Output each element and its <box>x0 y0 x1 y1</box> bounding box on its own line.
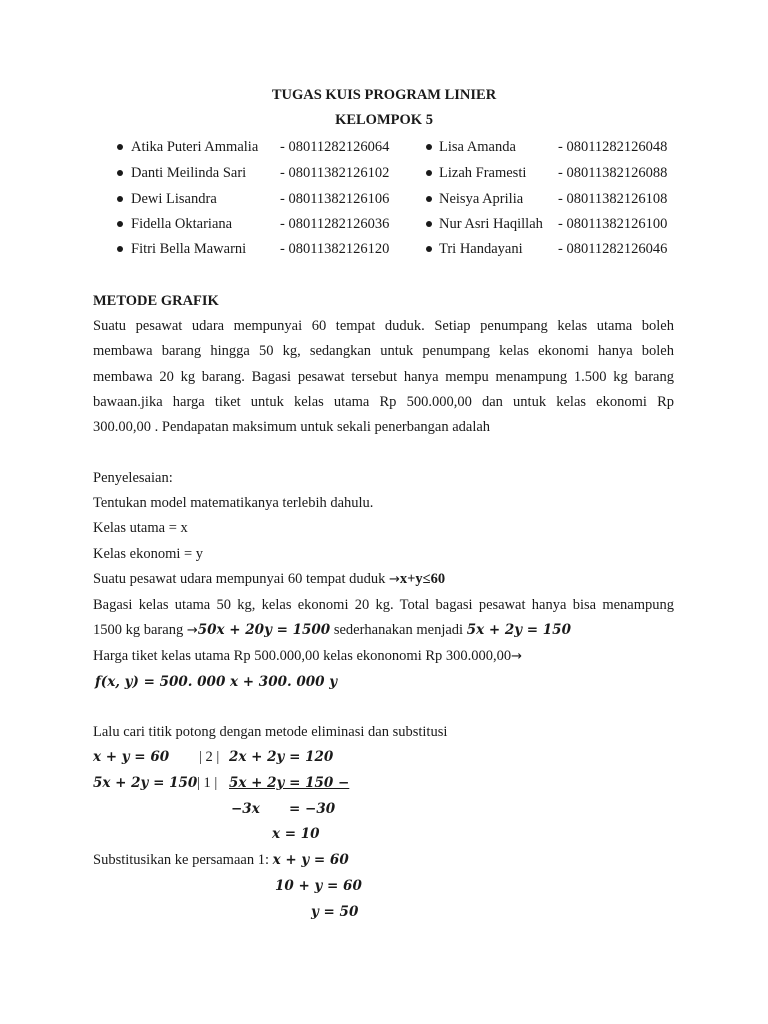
substitution-line <box>93 852 349 869</box>
document-title: TUGAS KUIS PROGRAM LINIER <box>271 87 497 103</box>
constraint-baggage-simplified: 5x + 2y = 150 <box>466 622 571 638</box>
member-nim: - 08011282126064 <box>280 139 390 155</box>
member-name: Atika Puteri Ammalia <box>131 139 259 155</box>
constraint-seats-expr: x+y≤60 <box>399 571 446 587</box>
elimination-intro: Lalu cari titik potong dengan metode eliminasi dan substitusi <box>93 724 448 740</box>
variable-y: Kelas ekonomi = y <box>93 546 204 562</box>
constraint-seats-text: Suatu pesawat udara mempunyai 60 tempat duduk <box>93 571 389 587</box>
member-name: Danti Meilinda Sari <box>131 165 247 181</box>
substitution-text: Substitusikan ke persamaan 1: <box>93 852 273 868</box>
constraint-baggage-expr: 50x + 20y = 1500 <box>197 622 331 638</box>
multiplier-2: | 1 | <box>197 775 218 791</box>
member-nim: - 08011382126120 <box>280 241 390 257</box>
member-name: Dewi Lisandra <box>131 191 217 207</box>
ticket-price-text: Harga tiket kelas utama Rp 500.000,00 kelas ekononomi Rp 300.000,00 <box>93 648 512 664</box>
group-name: KELOMPOK 5 <box>335 112 433 128</box>
right-arrow-icon: → <box>186 623 198 638</box>
member-name: Neisya Aprilia <box>439 191 524 207</box>
right-arrow-icon: → <box>388 572 400 587</box>
bullet-icon <box>117 144 123 150</box>
paragraph-line: membawa barang hingga 50 kg, sedangkan untuk penumpang kelas ekonomi hanya boleh <box>93 343 674 359</box>
bullet-icon <box>426 170 432 176</box>
solution-heading: Penyelesaian: <box>93 470 173 486</box>
member-nim: - 08011282126036 <box>280 216 390 232</box>
equation-1: x + y = 60 <box>93 749 170 765</box>
bullet-icon <box>426 221 432 227</box>
constraint-baggage-text: 1500 kg barang <box>93 622 187 638</box>
paragraph-line: membawa 20 kg barang. Bagasi pesawat tersebut hanya mempu menampung 1.500 kg barang <box>93 369 674 385</box>
solution-intro: Tentukan model matematikanya terlebih dahulu. <box>93 495 374 511</box>
simplify-text: sederhanakan menjadi <box>330 622 467 638</box>
member-nim: - 08011282126048 <box>558 139 668 155</box>
substitution-equation: x + y = 60 <box>272 852 349 868</box>
equation-2-result: 5x + 2y = 150 − <box>229 775 350 791</box>
constraint-baggage-line: Bagasi kelas utama 50 kg, kelas ekonomi 20 kg. Total bagasi pesawat hanya bisa menampung <box>93 597 674 613</box>
bullet-icon <box>117 170 123 176</box>
bullet-icon <box>117 221 123 227</box>
member-name: Nur Asri Haqillah <box>439 216 543 232</box>
variable-x: Kelas utama = x <box>93 520 188 536</box>
multiplier-1: | 2 | <box>199 749 220 765</box>
bullet-icon <box>426 196 432 202</box>
paragraph-line: bawaan.jika harga tiket untuk kelas utama Rp 500.000,00 dan untuk kelas ekonomi Rp <box>93 394 674 410</box>
bullet-icon <box>117 246 123 252</box>
member-name: Fidella Oktariana <box>131 216 233 232</box>
right-arrow-icon: → <box>511 649 523 664</box>
member-name: Lisa Amanda <box>439 139 516 155</box>
member-nim: - 08011382126088 <box>558 165 668 181</box>
section-title: METODE GRAFIK <box>93 293 219 309</box>
constraint-seats <box>93 571 445 588</box>
member-name: Lizah Framesti <box>439 165 527 181</box>
member-nim: - 08011382126106 <box>280 191 390 207</box>
equation-1-result: 2x + 2y = 120 <box>229 749 334 765</box>
bullet-icon <box>426 246 432 252</box>
result-y: y = 50 <box>311 904 359 920</box>
member-name: Fitri Bella Mawarni <box>131 241 247 257</box>
objective-function: f(x, y) = 500. 000 x + 300. 000 y <box>95 674 338 690</box>
equation-2: 5x + 2y = 150 <box>93 775 198 791</box>
difference-lhs: −3x <box>231 801 260 817</box>
paragraph-line: 300.00,00 . Pendapatan maksimum untuk sekali penerbangan adalah <box>93 419 491 435</box>
bullet-icon <box>117 196 123 202</box>
member-name: Tri Handayani <box>439 241 523 257</box>
result-x: x = 10 <box>272 826 320 842</box>
member-nim: - 08011282126046 <box>558 241 668 257</box>
ticket-price <box>93 648 522 665</box>
constraint-baggage <box>93 622 571 639</box>
member-nim: - 08011382126108 <box>558 191 668 207</box>
substitution-step: 10 + y = 60 <box>275 878 362 894</box>
difference-rhs: = −30 <box>289 801 336 817</box>
member-nim: - 08011382126102 <box>280 165 390 181</box>
member-nim: - 08011382126100 <box>558 216 668 232</box>
bullet-icon <box>426 144 432 150</box>
paragraph-line: Suatu pesawat udara mempunyai 60 tempat duduk. Setiap penumpang kelas utama boleh <box>93 318 674 334</box>
